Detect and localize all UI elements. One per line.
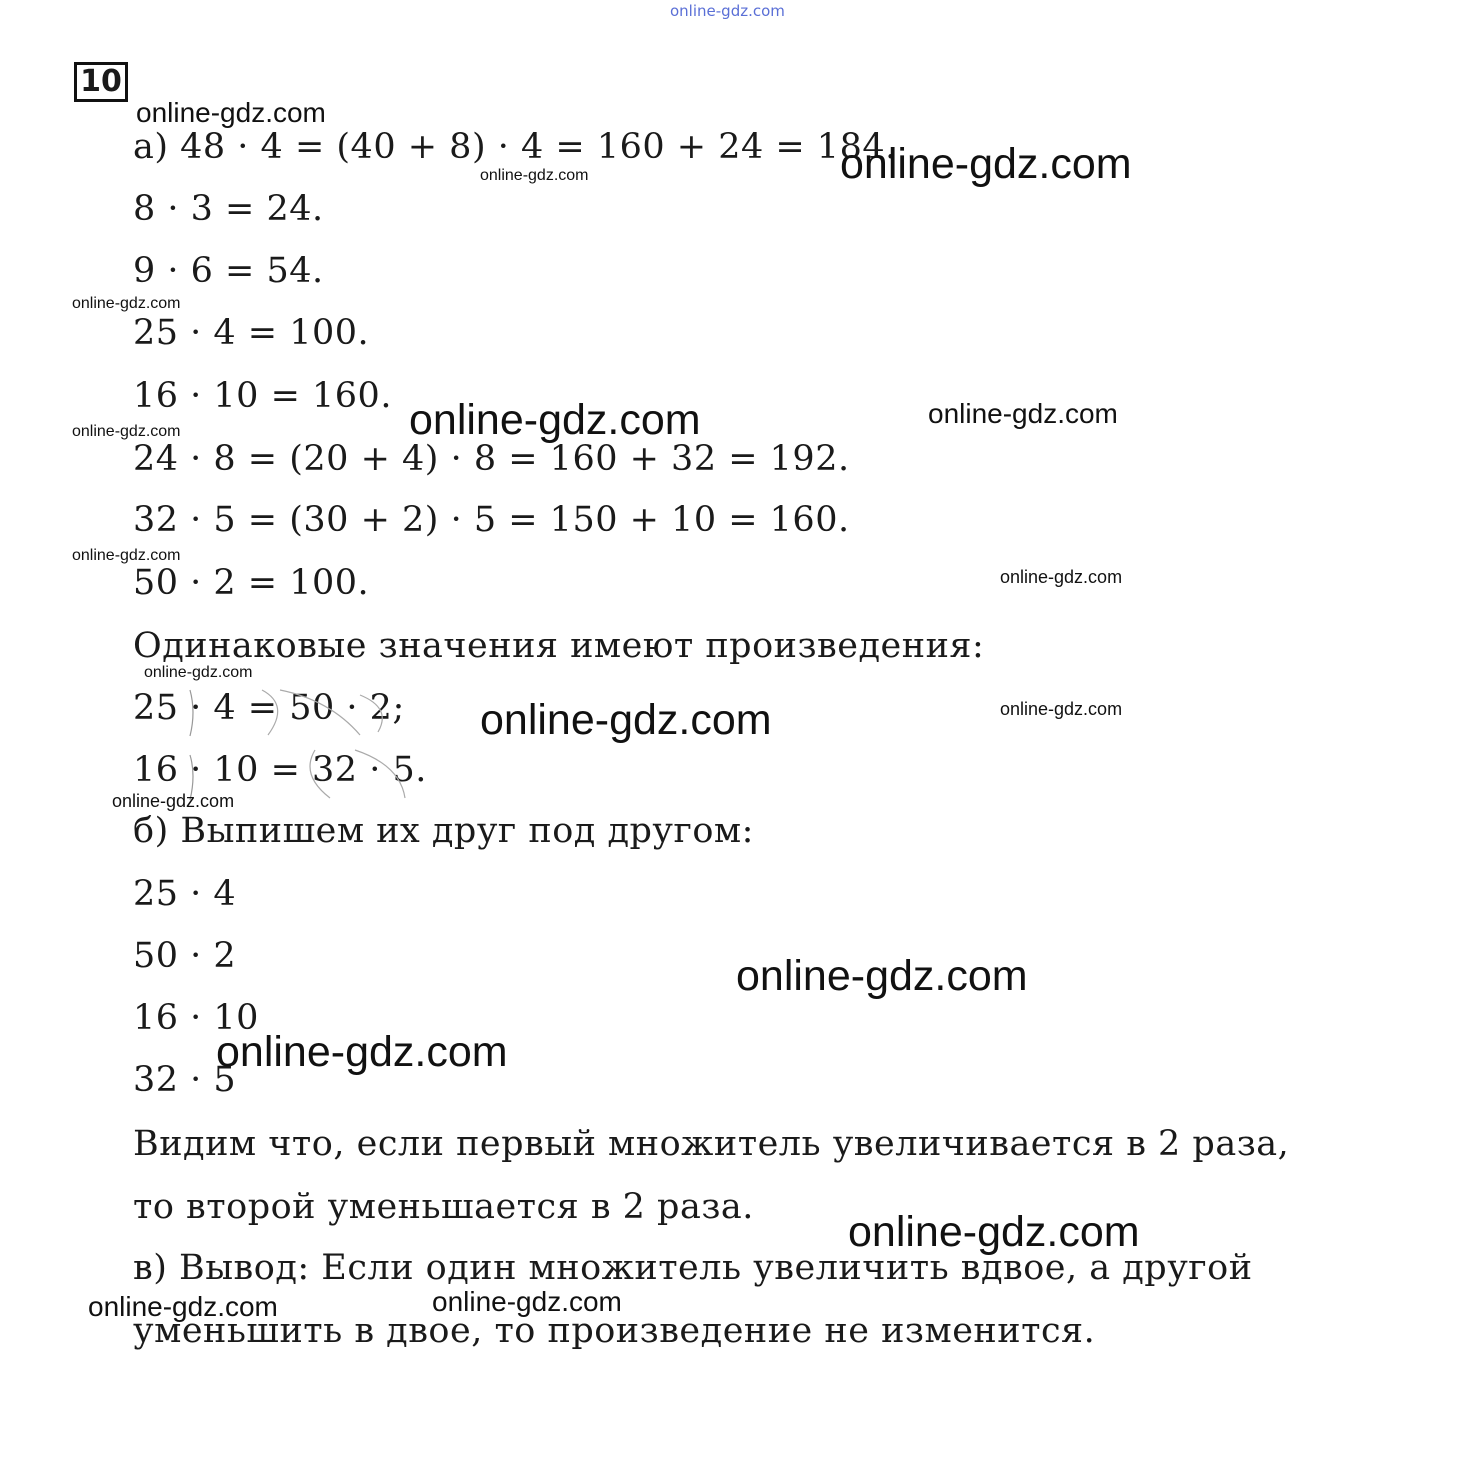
- watermark: online-gdz.com: [736, 952, 1028, 1000]
- watermark: online-gdz.com: [216, 1028, 508, 1076]
- watermark: online-gdz.com: [480, 167, 589, 184]
- watermark: online-gdz.com: [848, 1208, 1140, 1256]
- solution-line: в) Вывод: Если один множитель увеличить вдвое, а другой: [133, 1248, 1253, 1288]
- solution-line: то второй уменьшается в 2 раза.: [133, 1187, 754, 1227]
- watermark: online-gdz.com: [840, 140, 1132, 188]
- solution-line: 25 · 4 = 50 · 2;: [133, 688, 405, 728]
- solution-line: Видим что, если первый множитель увеличивается в 2 раза,: [133, 1124, 1290, 1164]
- solution-line: 50 · 2: [133, 936, 237, 976]
- watermark: online-gdz.com: [1000, 699, 1123, 719]
- solution-line: 50 · 2 = 100.: [133, 563, 370, 603]
- solution-line: 32 · 5: [133, 1060, 237, 1100]
- solution-line: Одинаковые значения имеют произведения:: [133, 626, 985, 666]
- watermark: online-gdz.com: [928, 398, 1118, 429]
- solution-line: 25 · 4 = 100.: [133, 313, 370, 353]
- solution-line: 8 · 3 = 24.: [133, 189, 324, 229]
- solution-line: а) 48 · 4 = (40 + 8) · 4 = 160 + 24 = 184.: [133, 127, 897, 167]
- solution-line: 16 · 10: [133, 998, 259, 1038]
- watermark: online-gdz.com: [72, 295, 181, 312]
- watermark: online-gdz.com: [409, 396, 701, 444]
- solution-line: 24 · 8 = (20 + 4) · 8 = 160 + 32 = 192.: [133, 439, 850, 479]
- watermark: online-gdz.com: [136, 97, 326, 128]
- watermark: online-gdz.com: [88, 1291, 278, 1322]
- site-link[interactable]: online-gdz.com: [670, 2, 785, 20]
- solution-line: 32 · 5 = (30 + 2) · 5 = 150 + 10 = 160.: [133, 500, 850, 540]
- watermark: online-gdz.com: [432, 1286, 622, 1317]
- watermark: online-gdz.com: [72, 423, 181, 440]
- solution-line: 16 · 10 = 160.: [133, 376, 392, 416]
- watermark: online-gdz.com: [112, 791, 235, 811]
- solution-line: 9 · 6 = 54.: [133, 251, 324, 291]
- watermark: online-gdz.com: [1000, 567, 1123, 587]
- watermark: online-gdz.com: [72, 547, 181, 564]
- watermark: online-gdz.com: [480, 696, 772, 744]
- watermark: online-gdz.com: [144, 664, 253, 681]
- task-number: 10: [74, 62, 128, 102]
- solution-line: б) Выпишем их друг под другом:: [133, 811, 754, 851]
- solution-line: уменьшить в двое, то произведение не изменится.: [133, 1311, 1096, 1351]
- solution-line: 16 · 10 = 32 · 5.: [133, 750, 427, 790]
- solution-line: 25 · 4: [133, 874, 237, 914]
